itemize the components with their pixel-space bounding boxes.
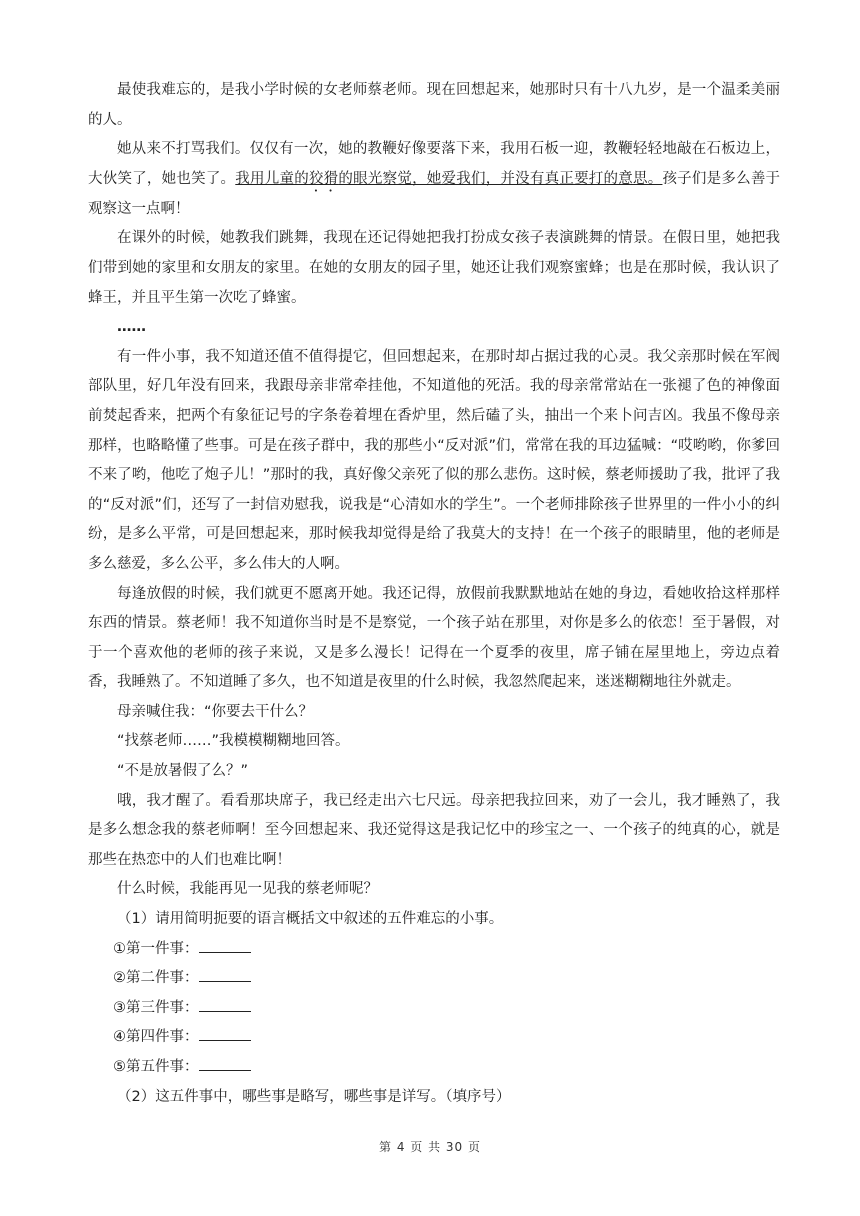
answer-item-label: ②第二件事： bbox=[113, 970, 199, 987]
paragraph-10: 什么时候，我能再见一见我的蔡老师呢？ bbox=[117, 881, 378, 898]
passage-body bbox=[88, 76, 780, 1112]
paragraph-4: 有一件小事，我不知道还值不值得提它，但回想起来，在那时却占据过我的心灵。我父亲那时候在军阀部队里，好几年没有回来，我跟母亲非常牵挂他，不知道他的死活。我的母亲常常站在一张褪了色的神像面前焚起香来，把两个有象征记号的字条卷着埋在香炉里，然后磕了头，抽出一个来卜问吉凶。我虽不像母亲那样，也略略懂了些事。可是在孩子群中，我的那些小“反对派”们，常常在我的耳边猛喊：“哎哟哟，你爹回不来了哟，他吃了炮子儿！”那时的我，真好像父亲死了似的那么悲伤。这时候，蔡老师援助了我，批评了我的“反对派”们，还写了一封信劝慰我，说我是“心清如水的学生”。一个老师排除孩子世界里的一件小小的纠纷，是多么平常，可是回想起来，那时候我却觉得是给了我莫大的支持！在一个孩子的眼睛里，他的老师是多么慈爱，多么公平，多么伟大的人啊。 bbox=[88, 348, 780, 572]
paragraph-9: 哦，我才醒了。看看那块席子，我已经走出六七尺远。母亲把我拉回来，劝了一会儿，我才睡熟了，我是多么想念我的蔡老师啊！至今回想起来、我还觉得这是我记忆中的珍宝之一、一个孩子的纯真的心，就是那些在热恋中的人们也难比啊！ bbox=[88, 792, 780, 868]
paragraph-2-text: 她从来不打骂我们。仅仅有一次，她的教鞭好像要落下来，我用石板一迎，教鞭轻轻地敲在石板边上，大伙笑了，她也笑了。 bbox=[88, 141, 780, 187]
paragraph-2 bbox=[88, 135, 780, 224]
underlined-sentence bbox=[235, 171, 662, 187]
ellipsis-line: …… bbox=[117, 319, 146, 336]
paragraph-5: 每逢放假的时候，我们就更不愿离开她。我还记得，放假前我默默地站在她的身边，看她收拾这样那样东西的情景。蔡老师！我不知道你当时是不是察觉，一个孩子站在那里，对你是多么的依恋！至于暑假，对于一个喜欢他的老师的孩子来说，又是多么漫长！记得在一个夏季的夜里，席子铺在屋里地上，旁边点着香，我睡熟了。不知道睡了多久，也不知道是夜里的什么时候，我忽然爬起来，迷迷糊糊地往外就走。 bbox=[88, 585, 780, 691]
answer-blank[interactable] bbox=[199, 938, 251, 953]
answer-item-label: ④第四件事： bbox=[113, 1029, 199, 1046]
answer-blank[interactable] bbox=[199, 967, 251, 982]
underlined-text-1: 我用儿童的 bbox=[235, 170, 309, 187]
emphasized-word: 狡猾 bbox=[308, 170, 339, 187]
paragraph-3: 在课外的时候，她教我们跳舞，我现在还记得她把我打扮成女孩子表演跳舞的情景。在假日里，她把我们带到她的家里和女朋友的家里。在她的女朋友的园子里，她还让我们观察蜜蜂；也是在那时候，我认识了蜂王，并且平生第一次吃了蜂蜜。 bbox=[88, 230, 780, 306]
page-footer: 第 4 页 共 30 页 bbox=[379, 1140, 481, 1154]
question-1: （1）请用简明扼要的语言概括文中叙述的五件难忘的小事。 bbox=[117, 911, 504, 928]
answer-item-label: ③第三件事： bbox=[113, 999, 199, 1016]
question-2: （2）这五件事中，哪些事是略写，哪些事是详写。（填序号） bbox=[117, 1088, 511, 1105]
answer-item-3 bbox=[88, 994, 780, 1024]
answer-item-2 bbox=[88, 964, 780, 994]
answer-item-label: ⑤第五件事： bbox=[113, 1059, 199, 1075]
paragraph-8: “不是放暑假了么？” bbox=[117, 763, 249, 780]
paragraph-6: 母亲喊住我：“你要去干什么？ bbox=[117, 703, 314, 720]
underlined-text-2: 的眼光察觉，她爱我们，并没有真正要打的意思。 bbox=[338, 170, 663, 187]
paragraph-2-tail: 孩子们是多么善于观察这一点啊！ bbox=[88, 170, 781, 217]
answer-blank[interactable] bbox=[199, 1026, 251, 1041]
answer-blank[interactable] bbox=[199, 1056, 251, 1071]
answer-item-label: ①第一件事： bbox=[113, 940, 199, 957]
answer-blank[interactable] bbox=[199, 997, 251, 1012]
answer-item-5 bbox=[88, 1053, 780, 1083]
paragraph-1: 最使我难忘的，是我小学时候的女老师蔡老师。现在回想起来，她那时只有十八九岁，是一个温柔美丽的人。 bbox=[88, 82, 780, 128]
answer-item-1 bbox=[88, 935, 780, 965]
answer-item-4 bbox=[88, 1023, 780, 1053]
paragraph-7: “找蔡老师……”我模模糊糊地回答。 bbox=[117, 733, 350, 750]
